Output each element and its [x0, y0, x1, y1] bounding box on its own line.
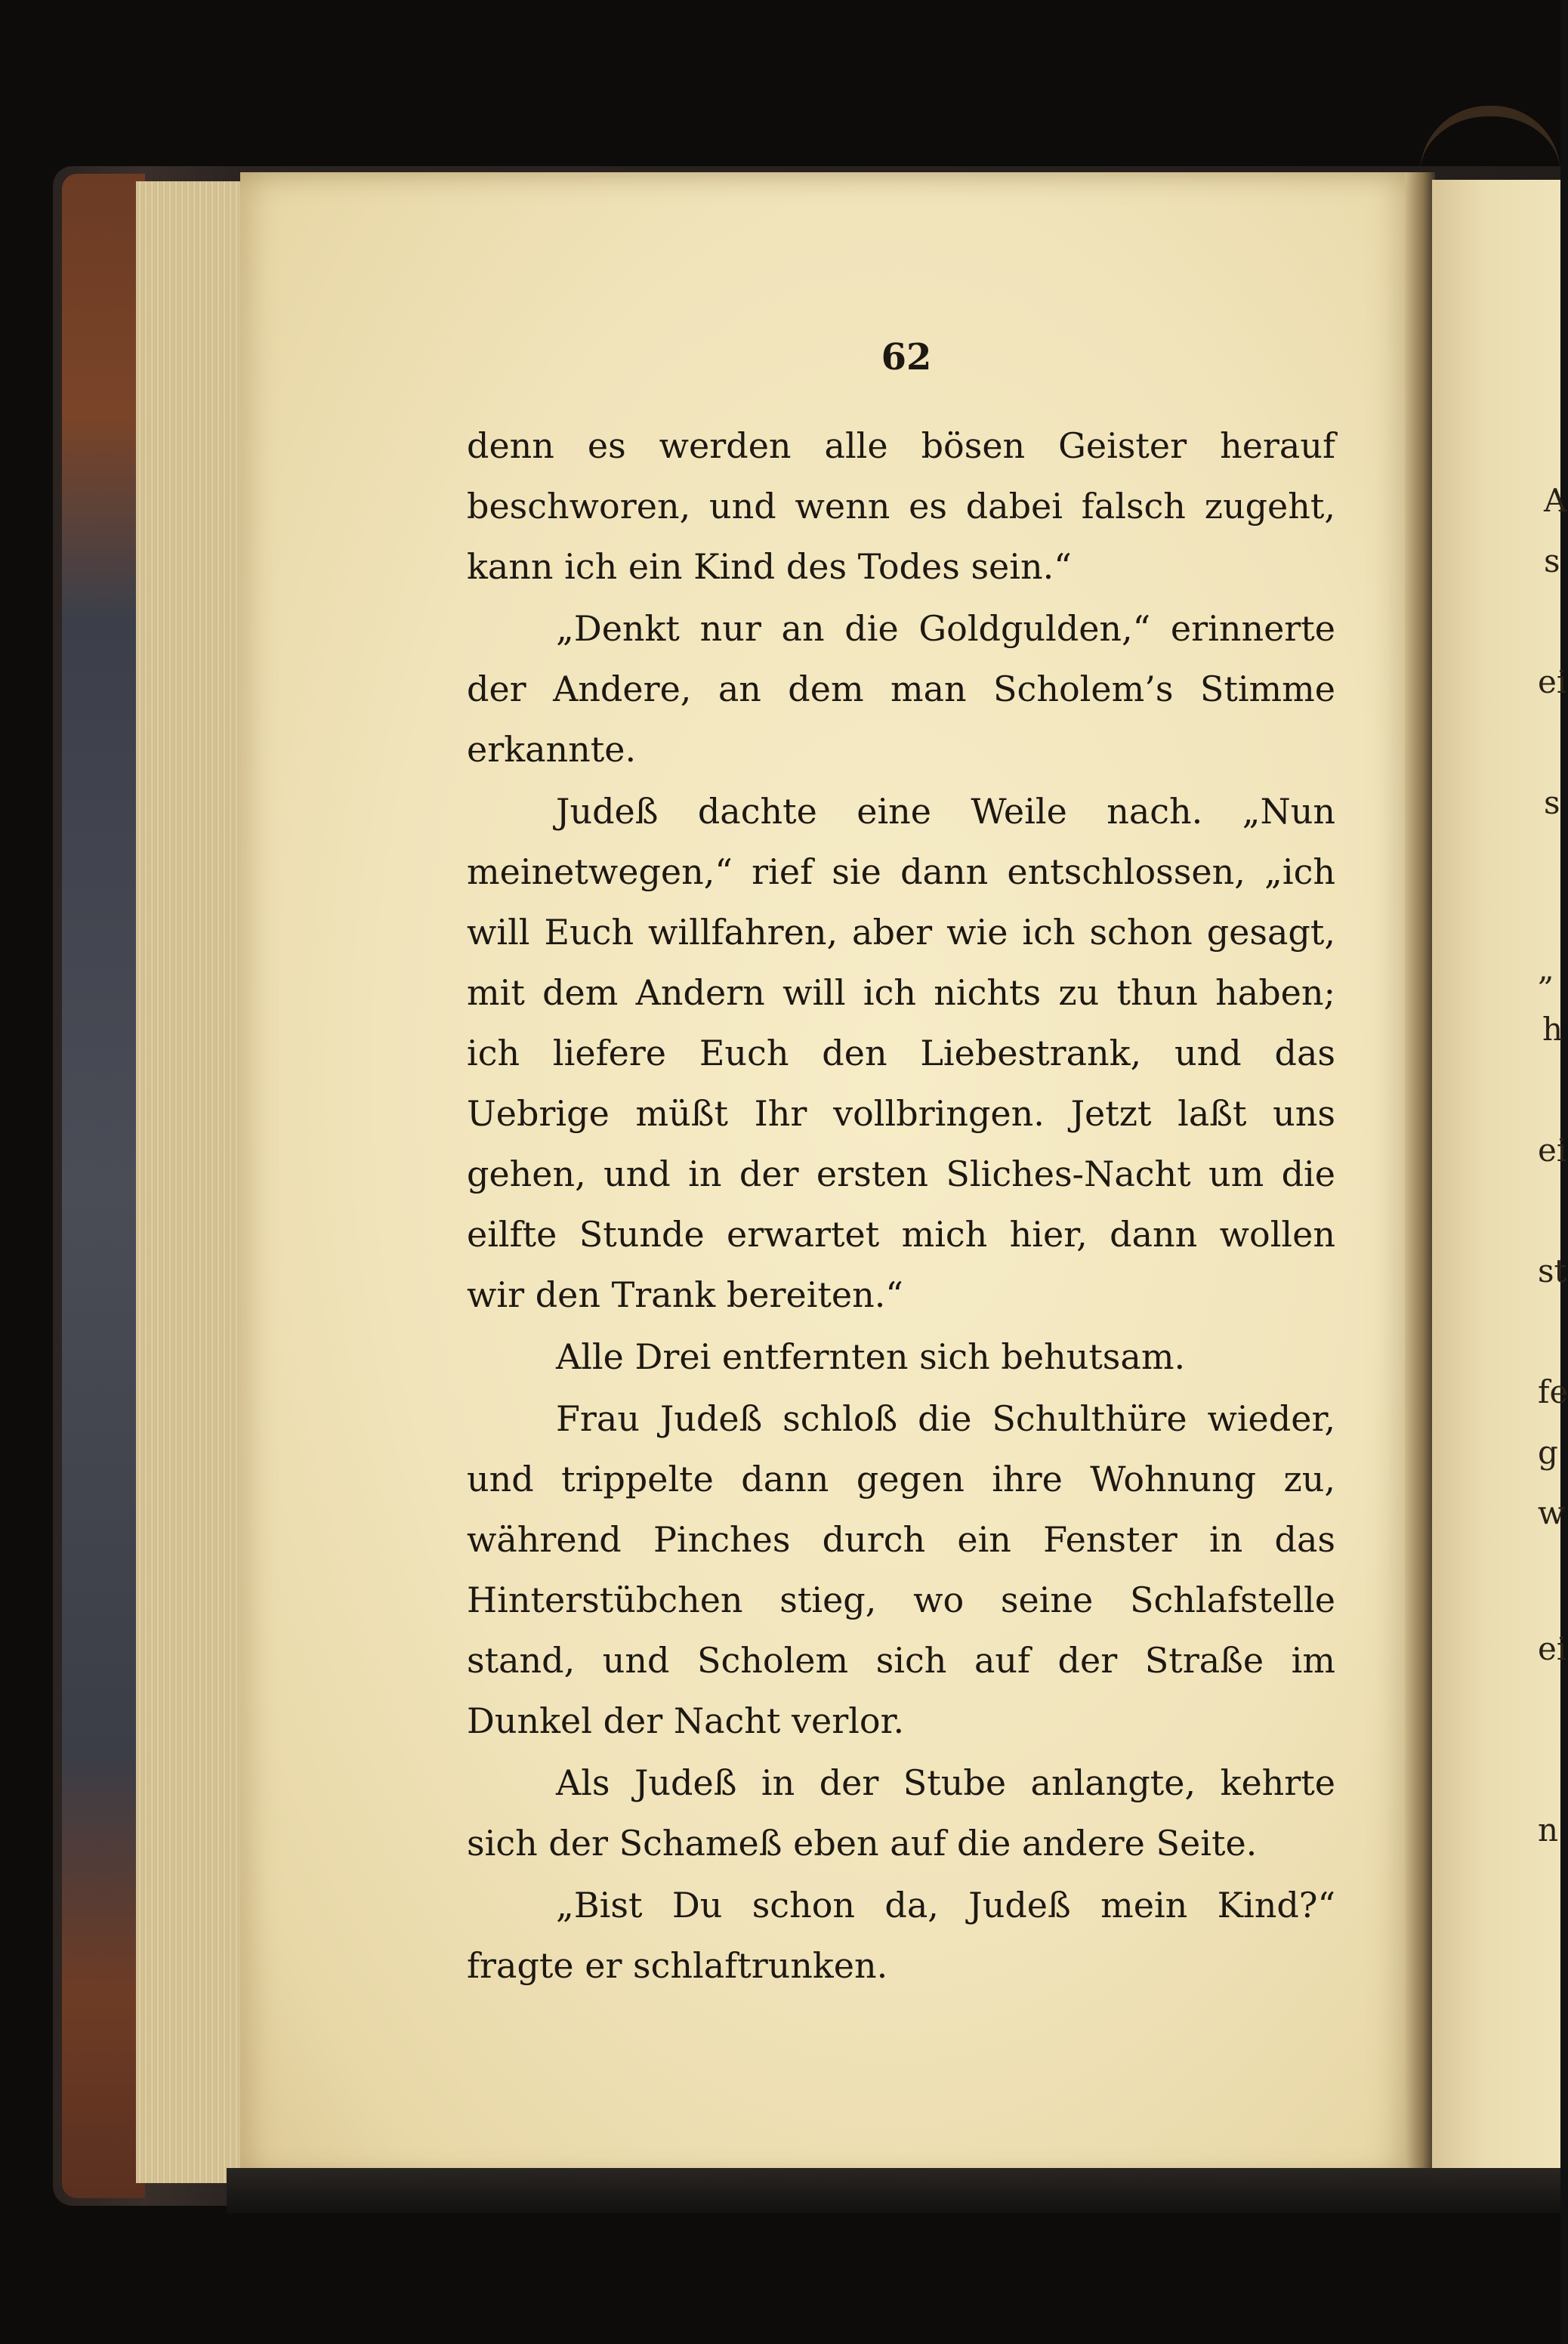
- bottom-shadow: [227, 2168, 1560, 2213]
- text-block: [467, 415, 1335, 1996]
- facing-fragment: ei: [1538, 663, 1567, 700]
- page-stack-edges: [136, 181, 249, 2183]
- facing-fragment: h: [1542, 1011, 1563, 1048]
- paragraph: denn es werden alle bösen Geister herauf beschworen, und wenn es dabei falsch zugeht, kann ich ein Kind des Todes sein.“: [467, 425, 1335, 587]
- paragraph: Judeß dachte eine Weile nach. „Nun meinetwegen,“ rief sie dann entschlossen, „ich will Euch willfahren, aber wie ich schon gesagt, mit dem Andern will ich nichts zu thun haben; ich liefere Euch den Liebestrank, und das Uebrige müßt Ihr vollbringen. Jetzt laßt uns gehen, und in der ersten Sliches-Nacht um die eilfte Stunde erwartet mich hier, dann wollen wir den Trank bereiten.“: [467, 791, 1335, 1315]
- paragraph: Frau Judeß schloß die Schulthüre wieder, und trippelte dann gegen ihre Wohnung zu, während Pinches durch ein Fenster in das Hinterstübchen stieg, wo seine Schlafstelle stand, und Scholem sich auf der Straße im Dunkel der Nacht verlor.: [467, 1398, 1335, 1741]
- paragraph: „Bist Du schon da, Judeß mein Kind?“ fragte er schlaftrunken.: [467, 1885, 1335, 1986]
- facing-fragment: A: [1544, 482, 1567, 519]
- paragraph: „Denkt nur an die Goldgulden,“ erinnerte der Andere, an dem man Scholem’s Stimme erkannte.: [467, 608, 1335, 770]
- book-cover-edge: [62, 174, 145, 2198]
- facing-fragment: s: [1544, 784, 1560, 821]
- facing-fragment: n: [1538, 1811, 1559, 1848]
- facing-page: [1432, 180, 1568, 2182]
- facing-fragment: st: [1538, 1252, 1567, 1289]
- paragraph: Alle Drei entfernten sich behutsam.: [556, 1336, 1186, 1377]
- facing-fragment: g: [1538, 1434, 1558, 1471]
- paragraph: Als Judeß in der Stube anlangte, kehrte sich der Schameß eben auf die andere Seite.: [467, 1762, 1335, 1864]
- facing-fragment: s: [1544, 542, 1560, 579]
- page-gutter: [1405, 172, 1435, 2182]
- page-number: 62: [881, 336, 932, 378]
- facing-fragment: ei: [1538, 1132, 1567, 1169]
- facing-fragment: „: [1538, 950, 1554, 987]
- facing-fragment: ei: [1538, 1630, 1567, 1667]
- facing-fragment: w: [1538, 1494, 1565, 1531]
- facing-fragment: fe: [1538, 1373, 1568, 1410]
